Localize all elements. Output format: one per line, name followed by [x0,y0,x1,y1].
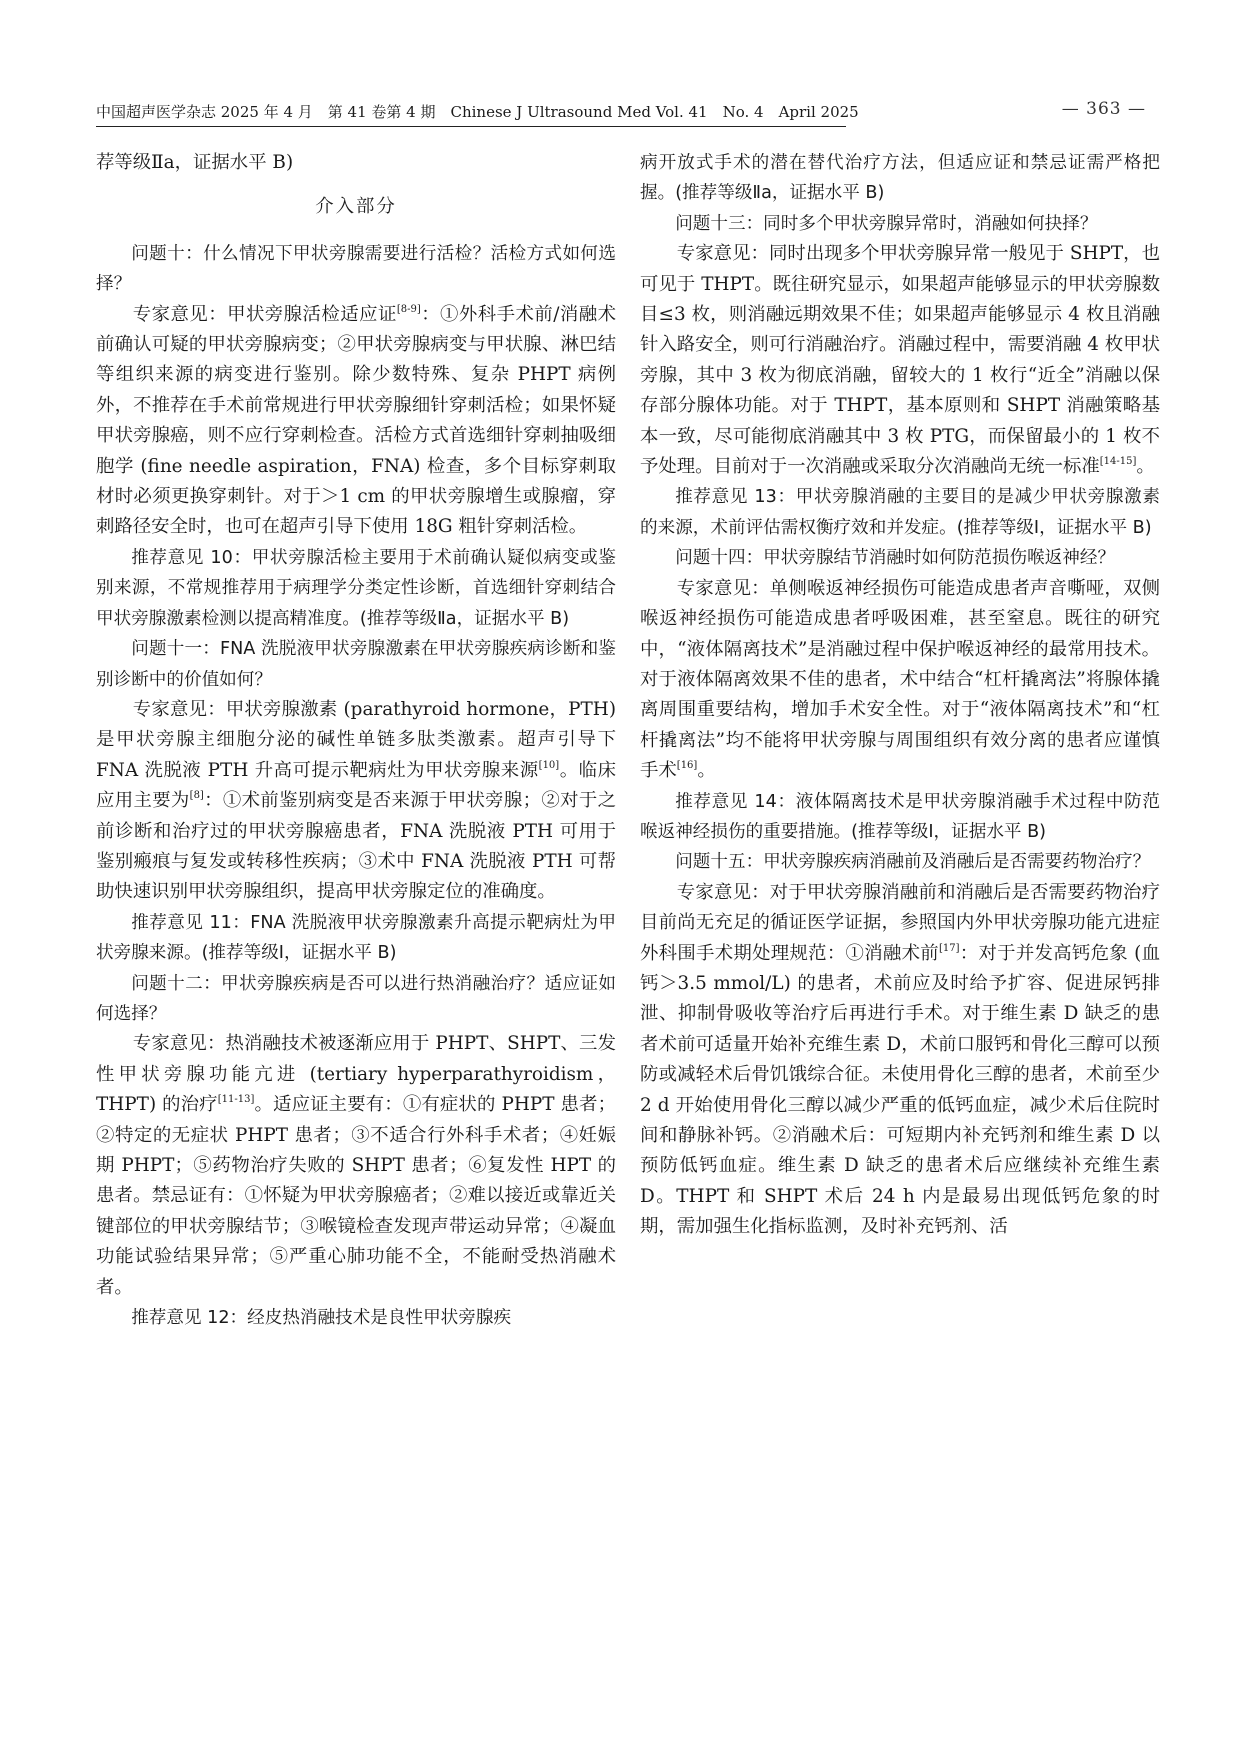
question-14: 问题十四：甲状旁腺结节消融时如何防范损伤喉返神经？ [675,548,1116,569]
right-column [640,148,1160,1243]
question-10: 问题十：什么情况下甲状旁腺需要进行活检？活检方式如何选择？ [96,243,616,295]
citation-ref: [11-13] [217,1094,255,1106]
recommendation-12-cont: 病开放式手术的潜在替代治疗方法，但适应证和禁忌证需严格把握。(推荐等级Ⅱa，证据水平 B) [640,153,1160,204]
recommendation-10: 推荐意见 10：甲状旁腺活检主要用于术前确认疑似病变或鉴别来源，不常规推荐用于病理学分类定性诊断，首选细针穿刺结合甲状旁腺激素检测以提高精准度。(推荐等级Ⅱa，证据水平 B) [96,547,616,629]
running-header [96,101,1146,125]
citation-ref: [17] [938,942,960,954]
expert-opinion-11: 专家意见：甲状旁腺激素 (parathyroid hormone，PTH) 是甲状旁腺主细胞分泌的碱性单链多肽类激素。超声引导下 FNA 洗脱液 PTH 升高可提示靶病灶为甲状旁腺来源[10]。临床应用主要为[8]：①术前鉴别病变是否来源于甲状旁腺；②对于之前诊断和治疗过的甲状旁腺癌患者，FNA 洗脱液 PTH 可用于鉴别瘢痕与复发或转移性疾病；③术中 FNA 洗脱液 PTH 可帮助快速识别甲状旁腺组织，提高甲状旁腺定位的准确度。 [96,698,616,903]
citation-ref: [16] [676,760,698,772]
expert-opinion-10: 专家意见：甲状旁腺活检适应证[8-9]：①外科手术前/消融术前确认可疑的甲状旁腺病变；②甲状旁腺病变与甲状腺、淋巴结等组织来源的病变进行鉴别。除少数特殊、复杂 PHPT 病例外，不推荐在手术前常规进行甲状旁腺细针穿刺活检；如果怀疑甲状旁腺癌，则不应行穿刺检查。活检方式首选细针穿刺抽吸细胞学 (fine needle aspiration，FNA) 检查，多个目标穿刺取材时必须更换穿刺针。对于＞1 cm 的甲状旁腺增生或腺瘤，穿刺路径安全时，也可在超声引导下使用 18G 粗针穿刺活检。 [96,303,616,538]
citation-ref: [8] [189,790,204,802]
citation-ref: [8-9] [396,303,421,315]
left-column [96,148,616,1333]
question-13: 问题十三：同时多个甲状旁腺异常时，消融如何抉择？ [675,213,1098,234]
expert-opinion-14: 专家意见：单侧喉返神经损伤可能造成患者声音嘶哑，双侧喉返神经损伤可能造成患者呼吸困难，甚至窒息。既往的研究中，“液体隔离技术”是消融过程中保护喉返神经的最常用技术。对于液体隔离效果不佳的患者，术中结合“杠杆撬离法”将腺体撬离周围重要结构，增加手术安全性。对于“液体隔离技术”和“杠杆撬离法”均不能将甲状旁腺与周围组织有效分离的患者应谨慎手术[16]。 [640,577,1160,782]
page-number: — 363 — [1061,99,1146,119]
expert-opinion-12: 专家意见：热消融技术被逐渐应用于 PHPT、SHPT、三发性甲状旁腺功能亢进 (tertiary hyperparathyroidism，THPT) 的治疗[11-13]。适应证主要有：①有症状的 PHPT 患者；②特定的无症状 PHPT 患者；③不适合行外科手术者；④妊娠期 PHPT；⑤药物治疗失败的 SHPT 患者；⑥复发性 HPT 的患者。禁忌证有：①怀疑为甲状旁腺癌者；②难以接近或靠近关键部位的甲状旁腺结节；③喉镜检查发现声带运动异常；④凝血功能试验结果异常；⑤严重心肺功能不全，不能耐受热消融术者。 [96,1033,617,1298]
recommendation-14: 推荐意见 14：液体隔离技术是甲状旁腺消融手术过程中防范喉返神经损伤的重要措施。(推荐等级Ⅰ，证据水平 B) [640,791,1160,842]
header-rule [96,126,846,127]
recommendation-11: 推荐意见 11：FNA 洗脱液甲状旁腺激素升高提示靶病灶为甲状旁腺来源。(推荐等级Ⅰ，证据水平 B) [96,912,616,964]
recommendation-12-start: 推荐意见 12：经皮热消融技术是良性甲状旁腺疾 [131,1308,512,1329]
expert-opinion-15: 专家意见：对于甲状旁腺消融前和消融后是否需要药物治疗目前尚无充足的循证医学证据，参照国内外甲状旁腺功能亢进症外科围手术期处理规范：①消融术前[17]：对于并发高钙危象 (血钙＞3.5 mmol/L) 的患者，术前应及时给予扩容、促进尿钙排泄、抑制骨吸收等治疗后再进行手术。对于维生素 D 缺乏的患者术前可适量开始补充维生素 D，术前口服钙和骨化三醇可以预防或减轻术后骨饥饿综合征。未使用骨化三醇的患者，术前至少 2 d 开始使用骨化三醇以减少严重的低钙血症，减少术后住院时间和静脉补钙。②消融术后：可短期内补充钙剂和维生素 D 以预防低钙血症。维生素 D 缺乏的患者术后应继续补充维生素 D。THPT 和 SHPT 术后 24 h 内是最易出现低钙危象的时期，需加强生化指标监测，及时补充钙剂、活 [640,881,1160,1238]
citation-ref: [14-15] [1099,456,1137,468]
continued-paragraph: 荐等级Ⅱa，证据水平 B) [96,152,294,173]
question-11: 问题十一：FNA 洗脱液甲状旁腺激素在甲状旁腺疾病诊断和鉴别诊断中的价值如何？ [96,639,616,690]
recommendation-13: 推荐意见 13：甲状旁腺消融的主要目的是减少甲状旁腺激素的来源，术前评估需权衡疗效和并发症。(推荐等级Ⅰ，证据水平 B) [640,487,1160,538]
question-15: 问题十五：甲状旁腺疾病消融前及消融后是否需要药物治疗？ [675,852,1151,873]
section-title: 介入部分 [315,196,397,218]
question-12: 问题十二：甲状旁腺疾病是否可以进行热消融治疗？适应证如何选择？ [96,973,616,1024]
journal-citation: 中国超声医学杂志 2025 年 4 月 第 41 卷第 4 期 Chinese J Ultrasound Med Vol. 41 No. 4 April 2025 [96,103,859,121]
citation-ref: [10] [538,759,560,771]
expert-opinion-13: 专家意见：同时出现多个甲状旁腺异常一般见于 SHPT，也可见于 THPT。既往研究显示，如果超声能够显示的甲状旁腺数目≤3 枚，则消融远期效果不佳；如果超声能够显示 4 枚且消融针入路安全，则可行消融治疗。消融过程中，需要消融 4 枚甲状旁腺，其中 3 枚为彻底消融，留较大的 1 枚行“近全”消融以保存部分腺体功能。对于 THPT，基本原则和 SHPT 消融策略基本一致，尽可能彻底消融其中 3 枚 PTG，而保留最小的 1 枚不予处理。目前对于一次消融或采取分次消融尚无统一标准[14-15]。 [640,243,1160,478]
